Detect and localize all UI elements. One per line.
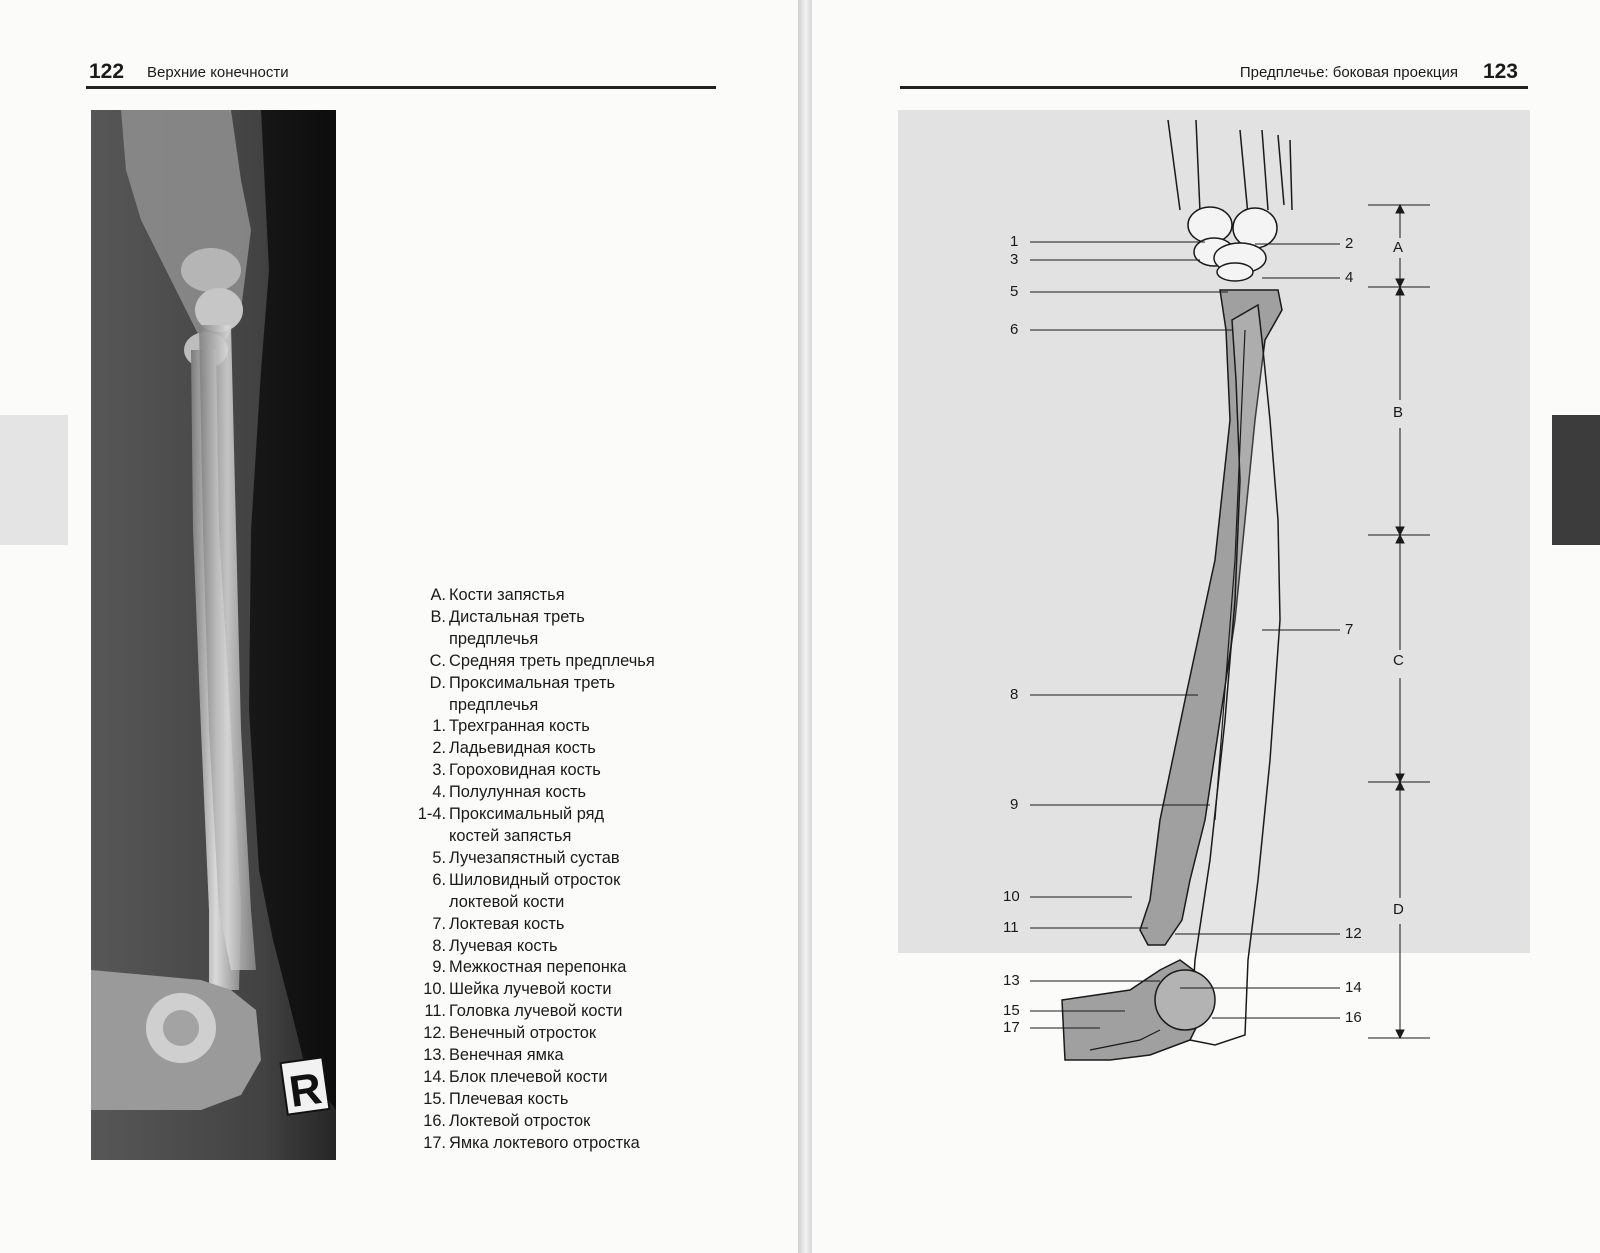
diagram-callout-right: 14 (1345, 979, 1362, 996)
legend-key: 7. (432, 914, 446, 933)
legend-text: Трехгранная кость (449, 717, 590, 736)
diagram-callout-left: 5 (1010, 283, 1019, 300)
legend-key: 8. (432, 936, 446, 955)
diagram-callout-left: 11 (1003, 919, 1019, 936)
legend-text: Венечная ямка (449, 1046, 564, 1065)
legend-key: 1. (432, 717, 446, 736)
legend-key: 17. (423, 1133, 446, 1152)
diagram-callout-left: 6 (1010, 321, 1019, 338)
diagram-callout-left: 8 (1010, 686, 1019, 703)
legend-text: Проксимальная треть (449, 673, 616, 692)
diagram-region-label: B (1393, 404, 1404, 421)
legend-key: 6. (432, 870, 446, 889)
legend-text: Шейка лучевой кости (449, 980, 612, 999)
legend-key: 15. (423, 1089, 446, 1108)
legend-key: 14. (423, 1067, 446, 1086)
legend-text: Локтевая кость (449, 914, 565, 933)
diagram-callout-left: 17 (1003, 1019, 1020, 1036)
legend-key: D. (429, 673, 446, 692)
legend-text: костей запястья (449, 826, 572, 845)
legend-key: 13. (423, 1046, 446, 1065)
legend-key: 2. (432, 739, 446, 758)
r-marker-label: R (286, 1063, 325, 1117)
legend-text: Головка лучевой кости (449, 1002, 623, 1021)
running-head-left: Верхние конечности (147, 64, 289, 81)
legend-key: A. (430, 586, 446, 604)
legend-text: Ладьевидная кость (449, 739, 596, 758)
legend-text: Венечный отросток (449, 1024, 597, 1043)
legend-text: Средняя треть предплечья (449, 651, 655, 670)
diagram-callout-left: 10 (1003, 888, 1020, 905)
legend-key: 4. (432, 783, 446, 802)
legend-text: Проксимальный ряд (449, 805, 605, 824)
legend-text: предплечья (449, 629, 539, 648)
legend-text: Блок плечевой кости (449, 1067, 608, 1086)
page-number-right: 123 (1482, 60, 1518, 83)
legend-key: 9. (432, 958, 446, 977)
diagram-callout-right: 12 (1345, 925, 1362, 942)
legend-key: 12. (423, 1024, 446, 1043)
legend-text: Кости запястья (449, 586, 565, 604)
page-number-left: 122 (89, 60, 125, 83)
diagram-callout-left: 1 (1010, 233, 1019, 250)
legend-text: предплечья (449, 695, 539, 714)
legend-key: 1-4. (417, 805, 446, 824)
diagram-region-label: A (1393, 239, 1404, 256)
diagram-region-label: D (1393, 901, 1404, 918)
legend-key: 3. (432, 761, 446, 780)
running-head-right: Предплечье: боковая проекция (1239, 64, 1458, 81)
diagram-callout-left: 13 (1003, 972, 1020, 989)
legend-text: Гороховидная кость (449, 761, 601, 780)
diagram-callout-right: 7 (1345, 621, 1354, 638)
legend-text: Локтевой отросток (449, 1111, 591, 1130)
diagram-callout-left: 9 (1010, 796, 1019, 813)
diagram-callout-left: 3 (1010, 251, 1019, 268)
legend-text: Плечевая кость (449, 1089, 569, 1108)
diagram-callout-left: 15 (1003, 1002, 1020, 1019)
legend-key: 5. (432, 848, 446, 867)
legend-text: Лучевая кость (449, 936, 558, 955)
legend-text: Шиловидный отросток (449, 870, 621, 889)
diagram-callout-right: 16 (1345, 1009, 1362, 1026)
legend-key: 16. (423, 1111, 446, 1130)
diagram-callout-right: 4 (1345, 269, 1354, 286)
legend-text: Дистальная треть (449, 607, 585, 626)
legend-text: локтевой кости (449, 892, 565, 911)
legend-text: Полулунная кость (449, 783, 587, 802)
diagram-callout-right: 2 (1345, 235, 1354, 252)
legend-key: 11. (424, 1002, 446, 1021)
legend-key: B. (430, 607, 446, 626)
diagram-region-label: C (1393, 652, 1404, 669)
legend-key: 10. (423, 980, 446, 999)
legend-key: C. (429, 651, 446, 670)
legend-text: Лучезапястный сустав (449, 848, 620, 867)
legend-text: Межкостная перепонка (449, 958, 627, 977)
legend-text: Ямка локтевого отростка (449, 1133, 640, 1152)
